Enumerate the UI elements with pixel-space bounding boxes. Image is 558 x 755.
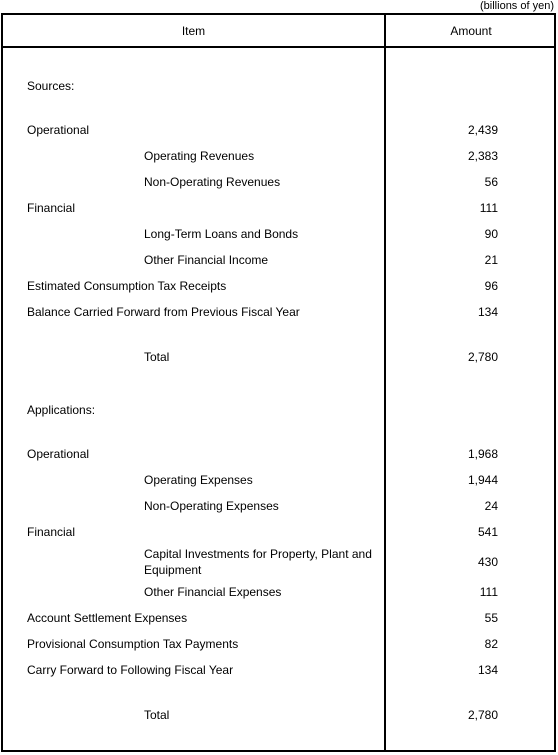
- sources-heading: Sources:: [27, 79, 75, 93]
- row-amount: 24: [484, 499, 498, 513]
- row-amount: 1,968: [467, 447, 498, 461]
- row-label: Operational: [27, 447, 90, 461]
- row-amount: 134: [477, 663, 498, 677]
- row-amount: 2,439: [467, 123, 498, 137]
- row-amount: 56: [484, 175, 498, 189]
- row-amount: 96: [484, 279, 498, 293]
- applications-heading: Applications:: [27, 403, 96, 417]
- funds-table: [1, 13, 556, 752]
- row-label: Other Financial Income: [144, 253, 269, 267]
- row-amount: 111: [479, 585, 498, 599]
- column-header-amount: Amount: [450, 24, 492, 38]
- total-label: Total: [144, 708, 170, 722]
- total-amount: 2,780: [467, 350, 498, 364]
- row-amount: 111: [479, 201, 498, 215]
- row-label: Financial: [27, 201, 76, 215]
- row-amount: 134: [477, 305, 498, 319]
- row-label: Capital Investments for Property, Plant and Equipment: [144, 547, 372, 577]
- row-amount: 430: [477, 555, 498, 569]
- row-label: Balance Carried Forward from Previous Fiscal Year: [27, 305, 300, 319]
- row-label: Provisional Consumption Tax Payments: [27, 637, 239, 651]
- row-label: Operational: [27, 123, 90, 137]
- row-label: Financial: [27, 525, 76, 539]
- row-label: Long-Term Loans and Bonds: [144, 227, 299, 241]
- row-label: Other Financial Expenses: [144, 585, 282, 599]
- row-amount: 1,944: [467, 473, 498, 487]
- row-label: Non-Operating Expenses: [144, 499, 279, 513]
- row-label: Estimated Consumption Tax Receipts: [27, 279, 227, 293]
- header-divider: [3, 46, 554, 48]
- row-label: Non-Operating Revenues: [144, 175, 281, 189]
- row-label: Operating Revenues: [144, 149, 255, 163]
- row-label: Account Settlement Expenses: [27, 611, 188, 625]
- row-amount: 541: [477, 525, 498, 539]
- row-amount: 2,383: [467, 149, 498, 163]
- row-amount: 55: [484, 611, 498, 625]
- row-amount: 21: [484, 253, 498, 267]
- column-header-item: Item: [181, 24, 206, 38]
- row-amount: 90: [484, 227, 498, 241]
- unit-note: (billions of yen): [480, 0, 554, 12]
- total-amount: 2,780: [467, 708, 498, 722]
- total-label: Total: [144, 350, 170, 364]
- row-amount: 82: [484, 637, 498, 651]
- row-label: Carry Forward to Following Fiscal Year: [27, 663, 234, 677]
- row-label: Operating Expenses: [144, 473, 253, 487]
- column-divider: [384, 15, 386, 750]
